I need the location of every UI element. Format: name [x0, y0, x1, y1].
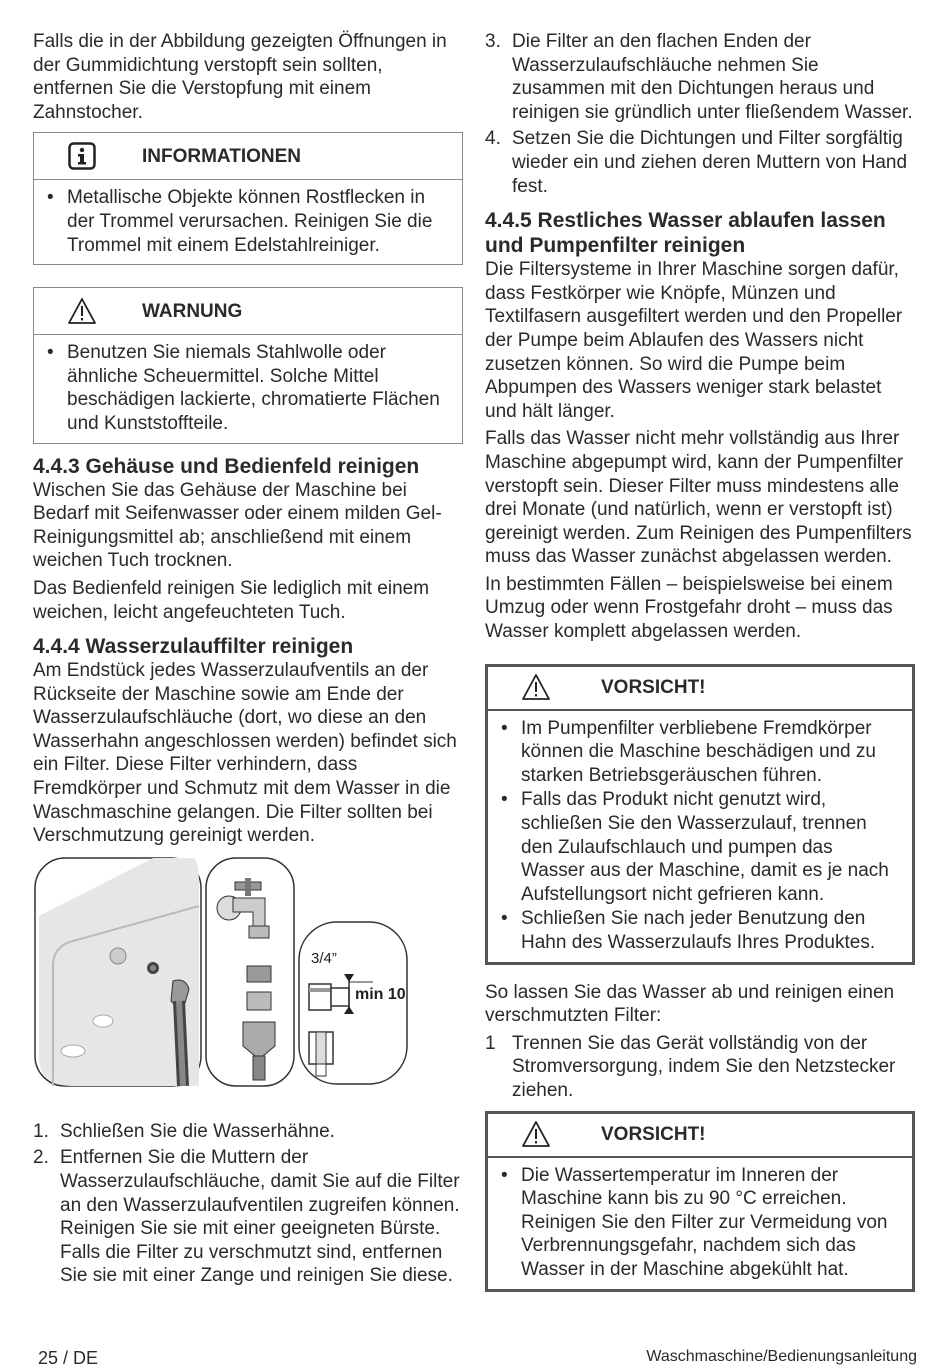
list-item: [33, 1146, 463, 1288]
section-4-4-3-paragraph-2: Das Bedienfeld reinigen Sie lediglich mit einem weichen, leicht angefeuchteten Tuch.: [33, 577, 430, 623]
caution-box-2-header: [488, 1114, 912, 1158]
page-number: 25 / DE: [38, 1348, 99, 1368]
info-icon: [68, 142, 96, 170]
step-text: Entfernen Sie die Muttern der Wasserzulaufschläuche, damit Sie auf die Filter an den Wasserzulaufventilen zugreifen können. Reinigen Sie sie mit einer geeigneten Bürste. Falls die Filter zu verschmutzt sind, entfernen Sie sie mit einer Zange und reinigen Sie diese.: [60, 1147, 460, 1287]
info-box-item: • Metallische Objekte können Rostflecken in der Trommel verursachen. Reinigen Sie die Trommel mit einem Edelstahlreiniger.: [34, 186, 448, 257]
caution-box-1: [485, 664, 915, 965]
water-tap-panel: [206, 858, 294, 1086]
step-number: 1.: [33, 1120, 49, 1142]
section-4-4-3-paragraph-1: Wischen Sie das Gehäuse der Maschine bei Bedarf mit Seifenwasser oder einem milden Gel-Reinigungsmittel ab; anschließend mit einem weichen Tuch trocknen.: [33, 479, 442, 572]
step-text: Die Filter an den flachen Enden der Wasserzulaufschläuche nehmen Sie zusammen mit den Dichtungen heraus und reinigen sie gründlich unter fließendem Wasser.: [512, 31, 913, 123]
step-number: 3.: [485, 31, 501, 52]
section-4-4-5-paragraph-3: In bestimmten Fällen – beispielsweise bei einem Umzug oder wenn Frostgefahr droht – muss das Wasser komplett abgelassen werden.: [485, 573, 893, 643]
document-title: Waschmaschine/Bedienungsanleitung: [646, 1348, 917, 1365]
step-number: 4.: [485, 128, 501, 150]
step-text: Trennen Sie das Gerät vollständig von der Stromversorgung, indem Sie den Netzstecker ziehen.: [512, 1032, 896, 1101]
info-box-header: [34, 133, 462, 180]
caution-box-1-header: [488, 667, 912, 711]
filter-steps-right: [485, 30, 915, 198]
caution-box-item: • Im Pumpenfilter verbliebene Fremdkörper können die Maschine beschädigen und zu starken Betriebsgeräuschen führen.: [488, 717, 898, 788]
caution-box-item: • Falls das Produkt nicht genutzt wird, schließen Sie den Wasserzulauf, trennen den Zulaufschlauch und pumpen das Wasser aus der Maschine, damit es je nach Aufstellungsort nicht gefrieren kann.: [488, 788, 898, 906]
section-heading-4-4-4: 4.4.4 Wasserzulauffilter reinigen: [33, 635, 354, 659]
drain-steps: [485, 1032, 915, 1103]
section-heading-4-4-3: 4.4.3 Gehäuse und Bedienfeld reinigen: [33, 454, 420, 478]
drain-intro-paragraph: So lassen Sie das Wasser ab und reinigen einen verschmutzten Filter:: [485, 981, 895, 1027]
warning-box-title: WARNUNG: [142, 301, 243, 323]
list-item: [485, 30, 915, 124]
left-column: [33, 30, 463, 1292]
section-heading-4-4-5: 4.4.5 Restliches Wasser ablaufen lassen und Pumpenfilter reinigen: [485, 209, 886, 258]
caution-box-1-title: VORSICHT!: [601, 676, 706, 698]
section-4-4-5-paragraph-1: Die Filtersysteme in Ihrer Maschine sorgen dafür, dass Festkörper wie Knöpfe, Münzen und Textilfasern ausgefiltert werden und den Propeller der Pumpe beim Ablaufen des Wassers nicht zusetzen können. So wird die Pumpe beim Abpumpen des Wassers weniger stark belastet und hält länger.: [485, 259, 903, 422]
info-box-title: INFORMATIONEN: [142, 146, 302, 168]
caution-box-item: • Die Wassertemperatur im Inneren der Maschine kann bis zu 90 °C erreichen. Reinigen Sie den Filter zur Vermeidung von Verbrennungsgefahr, nachdem sich das Wasser in der Maschine abgekühlt hat.: [488, 1164, 898, 1282]
caution-box-2: [485, 1111, 915, 1292]
list-item: [33, 1120, 463, 1144]
filter-illustration: [33, 856, 463, 1106]
section-4-4-5-paragraph-2: Falls das Wasser nicht mehr vollständig aus Ihrer Maschine abgepumpt wird, kann der Pumpenfilter verstopft sein. Dieser Filter muss mindestens alle drei Monate (und natürlich, wenn er verstopft ist) gereinigt werden. Zum Reinigen des Pumpenfilters muss das Wasser zunächst abgelassen werden.: [485, 428, 912, 568]
caution-box-item: • Schließen Sie nach jeder Benutzung den Hahn des Wasserzulaufs Ihres Produktes.: [488, 907, 898, 954]
machine-back-panel: [35, 858, 201, 1086]
filter-detail-panel: [299, 922, 407, 1084]
info-box: [33, 132, 463, 265]
min-length-label: min 10: [355, 985, 406, 1003]
warning-box-header: [34, 288, 462, 335]
intro-paragraph: Falls die in der Abbildung gezeigten Öffnungen in der Gummidichtung verstopft sein sollten, entfernen Sie die Verstopfung mit einem Zahnstocher.: [33, 31, 447, 123]
warning-box-item: • Benutzen Sie niemals Stahlwolle oder ähnliche Scheuermittel. Solche Mittel beschädigen lackierte, chromatierte Flächen und Kunststoffteile.: [34, 341, 448, 435]
filter-illustration-svg: [33, 856, 463, 1106]
filter-steps-left: [33, 1120, 463, 1288]
warning-box: [33, 287, 463, 443]
thread-size-label: 3/4”: [311, 949, 337, 967]
warning-triangle-icon: [522, 1120, 550, 1148]
section-4-4-4-paragraph-1: Am Endstück jedes Wasserzulaufventils an der Rückseite der Maschine sowie am Ende der Wasserzulaufschläuche (dort, wo diese an den Wasserhahn angeschlossen werden) befindet sich ein Filter. Diese Filter verhindern, dass Fremdkörper und Schmutz mit dem Wasser in die Waschmaschine gelangen. Die Filter sollten bei Verschmutzung gereinigt werden.: [33, 660, 457, 847]
right-column: [485, 30, 915, 1302]
step-text: Schließen Sie die Wasserhähne.: [60, 1120, 335, 1142]
step-text: Setzen Sie die Dichtungen und Filter sorgfältig wieder ein und ziehen deren Muttern von Hand fest.: [512, 128, 908, 197]
list-item: [485, 1032, 915, 1103]
step-number: 2.: [33, 1147, 49, 1169]
caution-box-2-title: VORSICHT!: [601, 1123, 706, 1145]
warning-triangle-icon: [522, 673, 550, 701]
step-number: 1: [485, 1032, 496, 1054]
list-item: [485, 127, 915, 198]
warning-triangle-icon: [68, 297, 96, 325]
